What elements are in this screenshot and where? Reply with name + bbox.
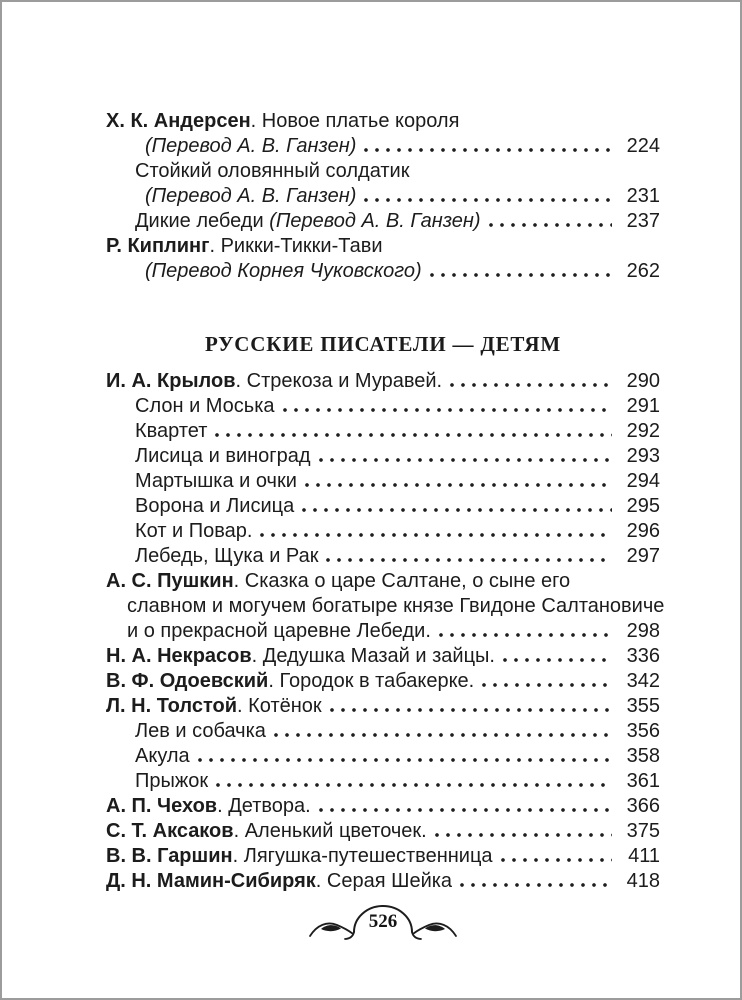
entry-page-number: 237 [626, 210, 660, 232]
entry-text: Акула [135, 745, 190, 767]
toc-entry [106, 134, 660, 159]
dot-leader [489, 223, 612, 227]
entry-text: Квартет [135, 420, 208, 442]
dot-leader [319, 808, 612, 812]
entry-page-number: 356 [626, 720, 660, 742]
entry-text: Кот и Повар. [135, 520, 253, 542]
toc-entry [106, 159, 660, 184]
dot-leader [330, 708, 612, 712]
toc-entry [106, 719, 660, 744]
dot-leader [260, 533, 612, 537]
entry-text: С. Т. Аксаков. Аленький цветочек. [106, 820, 427, 842]
toc-entry [106, 469, 660, 494]
entry-page-number: 418 [626, 870, 660, 892]
toc-entry [106, 544, 660, 569]
entry-page-number: 294 [626, 470, 660, 492]
toc-entry [106, 794, 660, 819]
dot-leader [430, 273, 612, 277]
entry-page-number: 295 [626, 495, 660, 517]
entry-text: Р. Киплинг. Рикки-Тикки-Тави [106, 235, 383, 257]
entry-page-number: 290 [626, 370, 660, 392]
dot-leader [364, 198, 612, 202]
toc-entry [106, 234, 660, 259]
entry-page-number: 296 [626, 520, 660, 542]
toc-entry [106, 869, 660, 894]
toc-entry [106, 419, 660, 444]
entry-page-number: 291 [626, 395, 660, 417]
toc-entry [106, 644, 660, 669]
entry-text: славном и могучем богатыре князе Гвидоне Салтановиче [127, 595, 665, 617]
entry-page-number: 366 [626, 795, 660, 817]
page-number: 526 [368, 911, 398, 932]
entry-page-number: 298 [626, 620, 660, 642]
toc-entry [106, 394, 660, 419]
dot-leader [198, 758, 612, 762]
entry-text: Лебедь, Щука и Рак [135, 545, 319, 567]
dot-leader [503, 658, 612, 662]
entry-text: Ворона и Лисица [135, 495, 295, 517]
toc-entry [106, 519, 660, 544]
entry-page-number: 231 [626, 185, 660, 207]
entry-page-number: 355 [626, 695, 660, 717]
entry-text: Стойкий оловянный солдатик [135, 160, 410, 182]
entry-text: (Перевод Корнея Чуковского) [145, 260, 422, 282]
dot-leader [450, 383, 612, 387]
dot-leader [326, 558, 612, 562]
dot-leader [215, 433, 612, 437]
toc-entry [106, 769, 660, 794]
dot-leader [439, 633, 612, 637]
dot-leader [364, 148, 612, 152]
toc-entry [106, 694, 660, 719]
dot-leader [274, 733, 612, 737]
entry-page-number: 358 [626, 745, 660, 767]
toc-entry [106, 619, 660, 644]
entry-page-number: 411 [628, 845, 660, 867]
entry-text: Мартышка и очки [135, 470, 297, 492]
toc-entry [106, 669, 660, 694]
toc-content [2, 2, 740, 947]
dot-leader [501, 858, 612, 862]
entry-page-number: 224 [626, 135, 660, 157]
entry-page-number: 262 [626, 260, 660, 282]
entry-text: В. В. Гаршин. Лягушка-путешественница [106, 845, 493, 867]
toc-section-russian-writers [106, 369, 665, 894]
entry-text: Дикие лебеди (Перевод А. В. Ганзен) [135, 210, 481, 232]
toc-entry [106, 369, 660, 394]
dot-leader [216, 783, 612, 787]
entry-text: (Перевод А. В. Ганзен) [145, 135, 357, 157]
toc-entry [106, 844, 660, 869]
dot-leader [283, 408, 612, 412]
entry-page-number: 293 [626, 445, 660, 467]
toc-entry [106, 744, 660, 769]
dot-leader [305, 483, 612, 487]
entry-text: и о прекрасной царевне Лебеди. [127, 620, 431, 642]
entry-text: Х. К. Андерсен. Новое платье короля [106, 110, 460, 132]
toc-entry [106, 209, 660, 234]
entry-page-number: 297 [626, 545, 660, 567]
toc-entry [106, 109, 660, 134]
entry-text: Н. А. Некрасов. Дедушка Мазай и зайцы. [106, 645, 495, 667]
entry-page-number: 342 [626, 670, 660, 692]
toc-entry [106, 444, 660, 469]
section-heading: РУССКИЕ ПИСАТЕЛИ — ДЕТЯМ [204, 332, 562, 356]
toc-entry [106, 569, 660, 594]
dot-leader [302, 508, 612, 512]
entry-text: Слон и Моська [135, 395, 275, 417]
entry-text: И. А. Крылов. Стрекоза и Муравей. [106, 370, 443, 392]
toc-entry [106, 184, 660, 209]
entry-text: Лисица и виноград [135, 445, 311, 467]
toc-section-foreign-writers [106, 109, 660, 284]
entry-text: Л. Н. Толстой. Котёнок [106, 695, 322, 717]
dot-leader [319, 458, 612, 462]
toc-entry [106, 594, 665, 619]
toc-entry [106, 819, 660, 844]
entry-page-number: 375 [626, 820, 660, 842]
entry-text: (Перевод А. В. Ганзен) [145, 185, 357, 207]
entry-text: Лев и собачка [135, 720, 266, 742]
page-footer [308, 901, 458, 947]
dot-leader [460, 883, 612, 887]
toc-entry [106, 259, 660, 284]
entry-page-number: 292 [626, 420, 660, 442]
entry-page-number: 336 [626, 645, 660, 667]
dot-leader [435, 833, 612, 837]
dot-leader [482, 683, 612, 687]
entry-text: В. Ф. Одоевский. Городок в табакерке. [106, 670, 475, 692]
entry-text: Д. Н. Мамин-Сибиряк. Серая Шейка [106, 870, 453, 892]
toc-entry [106, 494, 660, 519]
entry-text: Прыжок [135, 770, 209, 792]
entry-page-number: 361 [626, 770, 660, 792]
entry-text: А. П. Чехов. Детвора. [106, 795, 311, 817]
entry-text: А. С. Пушкин. Сказка о царе Салтане, о сыне его [106, 570, 571, 592]
